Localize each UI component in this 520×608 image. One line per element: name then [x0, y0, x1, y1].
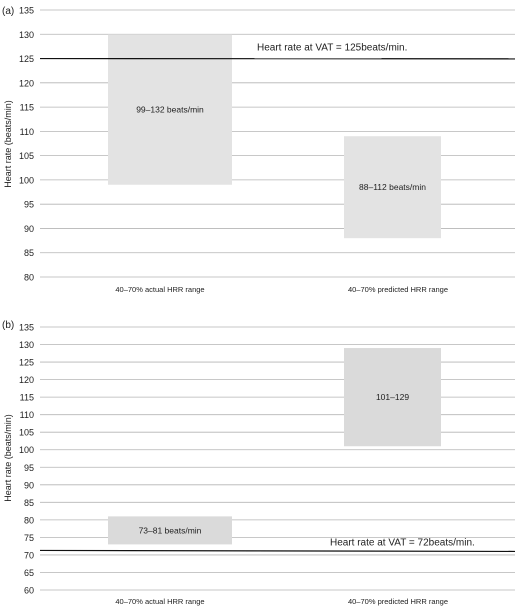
- y-tick-label: 105: [18, 427, 34, 438]
- bar-data-label: 101–129: [375, 392, 410, 403]
- y-tick-label: 100: [18, 175, 34, 186]
- y-tick-label: 135: [18, 322, 34, 333]
- y-tick-label: 65: [23, 567, 34, 578]
- y-tick-label: 120: [18, 375, 34, 386]
- y-tick-label: 130: [18, 29, 34, 40]
- y-tick-label: 135: [18, 5, 34, 16]
- panel-label: (b): [2, 320, 15, 331]
- x-category-label: 40–70% actual HRR range: [115, 285, 205, 294]
- bar-data-label: 88–112 beats/min: [359, 182, 426, 193]
- y-tick-labels: [19, 6, 34, 283]
- y-tick-label: 70: [23, 550, 34, 561]
- y-tick-label: 90: [23, 480, 34, 491]
- y-tick-label: 85: [23, 497, 34, 508]
- y-tick-label: 115: [19, 392, 34, 403]
- chart-panel-a: [2, 6, 515, 295]
- y-axis-label: Heart rate (beats/min): [3, 100, 13, 188]
- y-tick-label: 130: [18, 340, 34, 351]
- y-tick-label: 110: [19, 126, 34, 137]
- y-tick-label: 95: [23, 199, 34, 210]
- y-tick-labels: [19, 323, 34, 596]
- x-category-label: 40–70% actual HRR range: [115, 597, 205, 606]
- bar-data-label: 73–81 beats/min: [138, 525, 202, 536]
- y-tick-label: 105: [18, 151, 34, 162]
- y-tick-label: 90: [23, 223, 34, 234]
- y-tick-label: 115: [19, 102, 34, 113]
- y-tick-label: 80: [23, 515, 34, 526]
- x-category-label: 40–70% predicted HRR range: [347, 285, 449, 294]
- x-category-label: 40–70% predicted HRR range: [347, 597, 449, 606]
- y-tick-label: 85: [23, 248, 34, 259]
- y-tick-label: 125: [18, 357, 34, 368]
- bar-data-label: 99–132 beats/min: [136, 104, 204, 115]
- y-tick-label: 95: [23, 462, 34, 473]
- chart-panel-b: [2, 320, 515, 606]
- y-tick-label: 60: [23, 585, 34, 596]
- panel-label: (a): [2, 6, 15, 17]
- y-tick-label: 110: [19, 410, 34, 421]
- vat-reference-line: [40, 550, 515, 551]
- vat-annotation: Heart rate at VAT = 72beats/min.: [330, 537, 475, 549]
- y-tick-label: 80: [23, 272, 34, 283]
- y-tick-label: 125: [18, 54, 34, 65]
- y-tick-label: 100: [18, 445, 34, 456]
- y-tick-label: 75: [23, 532, 34, 543]
- y-tick-label: 120: [18, 78, 34, 89]
- vat-annotation: Heart rate at VAT = 125beats/min.: [257, 42, 408, 54]
- y-axis-label: Heart rate (beats/min): [3, 414, 13, 502]
